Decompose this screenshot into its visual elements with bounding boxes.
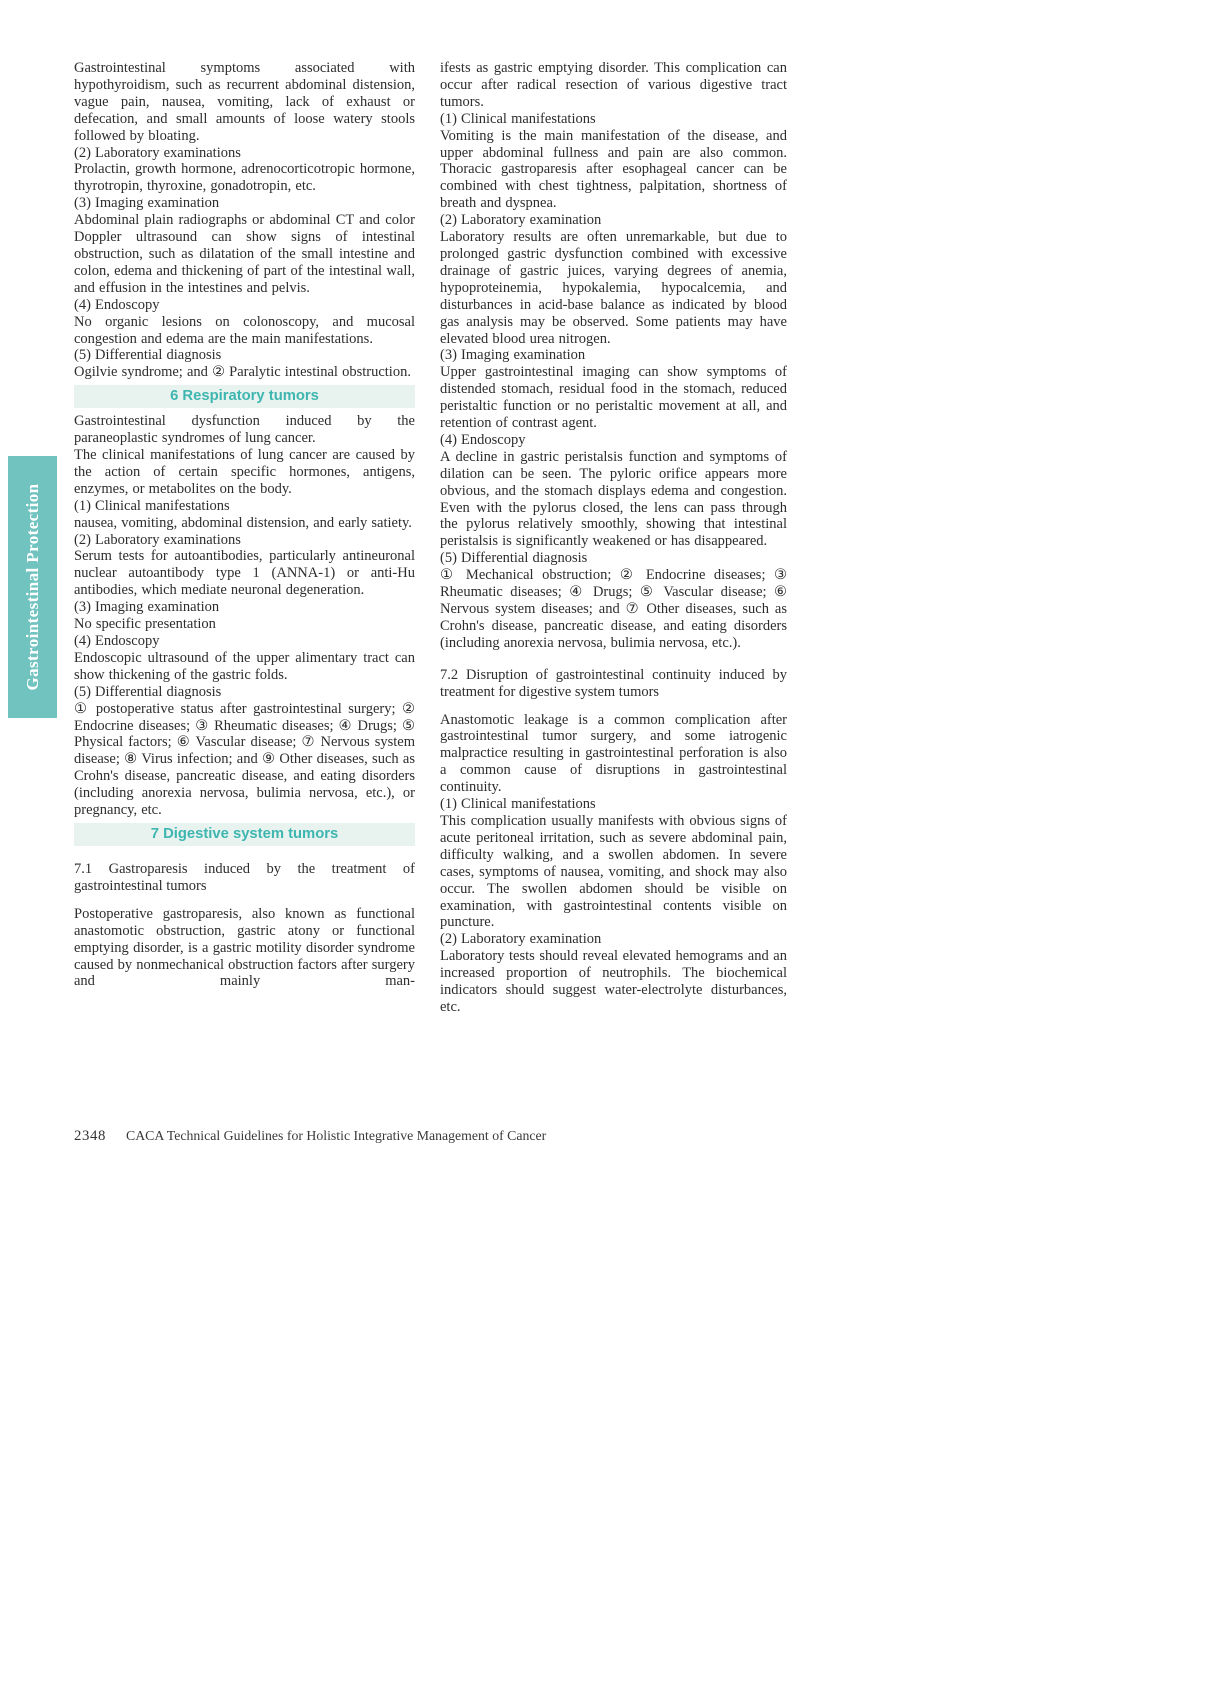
paragraph: (5) Differential diagnosis	[74, 347, 222, 364]
paragraph: Postoperative gastroparesis, also known as functional anastomotic obstruction, gastric atony or functional emptying disorder, is a gastric motility disorder syndrome caused by nonmechanical obstruction factors after surgery and mainly man-	[74, 905, 415, 990]
paragraph: Endoscopic ultrasound of the upper alimentary tract can show thickening of the gastric folds.	[74, 649, 415, 683]
paragraph: Serum tests for autoantibodies, particularly antineuronal nuclear autoantibody type 1 (ANNA-1) or anti-Hu antibodies, which mediate neuronal degeneration.	[74, 548, 415, 599]
paragraph: nausea, vomiting, abdominal distension, and early satiety.	[74, 514, 412, 531]
right-column	[440, 60, 787, 1016]
section-header: 7 Digestive system tumors	[74, 823, 415, 846]
paragraph: (3) Imaging examination	[74, 195, 220, 212]
paragraph: This complication usually manifests with obvious signs of acute peritoneal irritation, such as severe abdominal pain, difficulty walking, and a swollen abdomen. In severe cases, symptoms of nausea, vomiting, and shock may also occur. The swollen abdomen should be visible on examination, with gastrointestinal contents visible on puncture.	[440, 812, 787, 931]
paragraph: (2) Laboratory examination	[440, 931, 602, 948]
footer-running-title: CACA Technical Guidelines for Holistic Integrative Management of Cancer	[126, 1128, 547, 1143]
chapter-tab	[8, 456, 57, 718]
paragraph: ① postoperative status after gastrointestinal surgery; ② Endocrine diseases; ③ Rheumatic diseases; ④ Drugs; ⑤ Physical factors; ⑥ Vascular disease; ⑦ Nervous system disease; ⑧ Virus infection; and ⑨ Other diseases, such as Crohn's disease, pancreatic disease, and eating disorders (including anorexia nervosa, bulimia nervosa, etc.), or pregnancy, etc.	[74, 700, 415, 819]
paragraph: ifests as gastric emptying disorder. This complication can occur after radical resection of various digestive tract tumors.	[440, 60, 787, 110]
paragraph: Gastrointestinal dysfunction induced by the paraneoplastic syndromes of lung cancer.	[74, 413, 415, 447]
left-column	[74, 60, 415, 990]
paragraph: Gastrointestinal symptoms associated with hypothyroidism, such as recurrent abdominal distension, vague pain, nausea, vomiting, lack of exhaust or defecation, and small amounts of loose watery stools followed by bloating.	[74, 60, 415, 144]
paragraph: (2) Laboratory examination	[440, 212, 602, 229]
paragraph: (4) Endoscopy	[74, 296, 160, 313]
paragraph: Anastomotic leakage is a common complication after gastrointestinal tumor surgery, and some iatrogenic malpractice resulting in gastrointestinal perforation is also a common cause of disruptions in gastrointestinal continuity.	[440, 711, 787, 796]
paragraph: (4) Endoscopy	[74, 633, 160, 649]
paragraph: (3) Imaging examination	[74, 599, 220, 616]
paragraph: (4) Endoscopy	[440, 431, 526, 448]
paragraph: Ogilvie syndrome; and ② Paralytic intestinal obstruction.	[74, 364, 411, 381]
subsection-heading: 7.2 Disruption of gastrointestinal continuity induced by treatment for digestive system tumors	[440, 666, 787, 700]
paragraph: (5) Differential diagnosis	[74, 683, 222, 700]
section-header: 6 Respiratory tumors	[74, 385, 415, 408]
paragraph: (2) Laboratory examinations	[74, 144, 241, 161]
paragraph: Prolactin, growth hormone, adrenocorticotropic hormone, thyrotropin, thyroxine, gonadotropin, etc.	[74, 161, 415, 195]
paragraph: ① Mechanical obstruction; ② Endocrine diseases; ③ Rheumatic diseases; ④ Drugs; ⑤ Vascular disease; ⑥ Nervous system diseases; and ⑦ Other diseases, such as Crohn's disease, pancreatic disease, and eating disorders (including anorexia nervosa, bulimia nervosa, etc.).	[440, 567, 787, 651]
paragraph: The clinical manifestations of lung cancer are caused by the action of certain specific hormones, antigens, enzymes, or metabolites on the body.	[74, 447, 415, 497]
paragraph: No organic lesions on colonoscopy, and mucosal congestion and edema are the main manifestations.	[74, 313, 415, 347]
paragraph: (3) Imaging examination	[440, 347, 586, 364]
paragraph: Upper gastrointestinal imaging can show symptoms of distended stomach, residual food in the stomach, reduced peristaltic function or no peristaltic movement at all, and retention of contrast agent.	[440, 364, 787, 432]
page-footer	[74, 1128, 546, 1145]
paragraph: Abdominal plain radiographs or abdominal CT and color Doppler ultrasound can show signs of intestinal obstruction, such as dilatation of the small intestine and colon, edema and thickening of part of the intestinal wall, and effusion in the intestines and pelvis.	[74, 212, 415, 296]
paragraph: Laboratory tests should reveal elevated hemograms and an increased proportion of neutrophils. The biochemical indicators should suggest water-electrolyte disturbances, etc.	[440, 948, 787, 1015]
paragraph: No specific presentation	[74, 616, 216, 633]
paragraph: A decline in gastric peristalsis function and symptoms of dilation can be seen. The pyloric orifice appears more obvious, and the stomach displays edema and congestion. Even with the pylorus closed, the lens can pass through the pylorus relatively smoothly, showing that intestinal peristalsis is significantly weakened or has disappeared.	[440, 448, 787, 550]
paragraph: Laboratory results are often unremarkable, but due to prolonged gastric dysfunction combined with excessive drainage of gastric juices, varying degrees of anemia, hypoproteinemia, hypokalemia, hypocalcemia, and disturbances in acid-base balance as indicated by blood gas analysis may be observed. Some patients may have elevated blood urea nitrogen.	[440, 229, 787, 347]
paragraph: (2) Laboratory examinations	[74, 531, 241, 548]
paragraph: (5) Differential diagnosis	[440, 550, 588, 567]
page-number: 2348	[74, 1128, 106, 1144]
paragraph: (1) Clinical manifestations	[440, 110, 596, 127]
paragraph: Vomiting is the main manifestation of the disease, and upper abdominal fullness and pain are also common. Thoracic gastroparesis after esophageal cancer can be combined with chest tightness, palpitation, shortness of breath and dyspnea.	[440, 127, 787, 212]
paragraph: (1) Clinical manifestations	[74, 497, 230, 514]
paragraph: (1) Clinical manifestations	[440, 796, 596, 813]
chapter-tab-label: Gastrointestinal Protection	[22, 483, 42, 691]
subsection-heading: 7.1 Gastroparesis induced by the treatment of gastrointestinal tumors	[74, 860, 415, 894]
